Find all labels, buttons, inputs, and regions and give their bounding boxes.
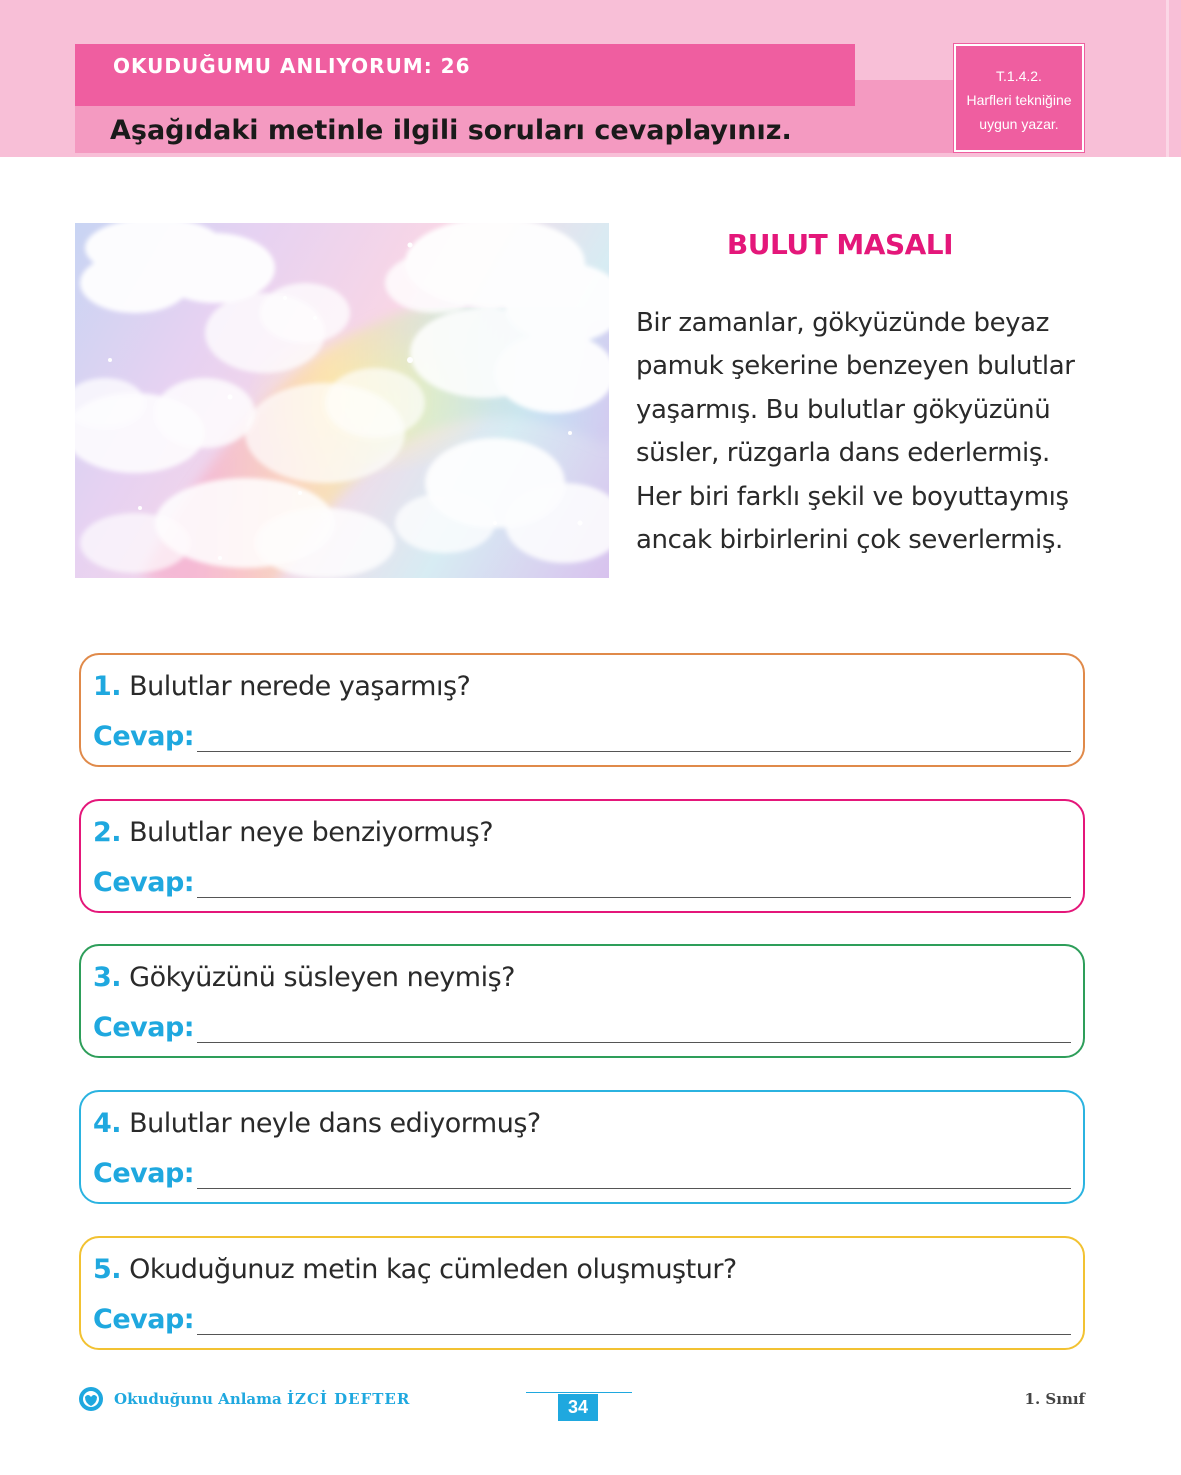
question-label: Bulutlar neyle dans ediyormuş? xyxy=(129,1108,541,1139)
question-text xyxy=(93,817,493,848)
question-text xyxy=(93,962,515,993)
answer-label: Cevap: xyxy=(93,721,195,752)
question-number: 3. xyxy=(93,962,122,993)
question-number: 1. xyxy=(93,671,122,702)
question-number: 2. xyxy=(93,817,122,848)
story-line: süsler, rüzgarla dans ederlermiş. xyxy=(636,438,1050,469)
question-box-1 xyxy=(79,653,1085,767)
question-label: Gökyüzünü süsleyen neymiş? xyxy=(129,962,515,993)
answer-line[interactable] xyxy=(197,1334,1071,1335)
story-title: BULUT MASALI xyxy=(726,228,954,261)
standard-line-1: Harfleri tekniğine xyxy=(966,92,1072,108)
story-line: yaşarmış. Bu bulutlar gökyüzünü xyxy=(636,394,1051,425)
instruction-text: Aşağıdaki metinle ilgili soruları cevaplayınız. xyxy=(110,115,792,146)
standard-box xyxy=(954,44,1084,152)
question-label: Okuduğunuz metin kaç cümleden oluşmuştur? xyxy=(129,1254,737,1285)
standard-line-2: uygun yazar. xyxy=(979,116,1059,132)
instruction-bar xyxy=(75,106,855,153)
brand-part-b: İZCİ DEFTER xyxy=(286,1390,411,1408)
question-number: 5. xyxy=(93,1254,122,1285)
brand-logo-icon xyxy=(78,1386,104,1412)
standard-code: T.1.4.2. xyxy=(996,68,1042,84)
answer-line[interactable] xyxy=(197,1188,1071,1189)
answer-line[interactable] xyxy=(197,897,1071,898)
question-box-4 xyxy=(79,1090,1085,1204)
story-text xyxy=(636,302,1106,562)
brand-part-a: Okuduğunu Anlama xyxy=(114,1390,282,1408)
question-text xyxy=(93,1254,737,1285)
answer-label: Cevap: xyxy=(93,867,195,898)
answer-label: Cevap: xyxy=(93,1304,195,1335)
answer-label: Cevap: xyxy=(93,1012,195,1043)
page-number-rule xyxy=(526,1392,632,1393)
rainbow-clouds-image xyxy=(75,223,609,578)
footer-brand xyxy=(114,1390,410,1408)
answer-label: Cevap: xyxy=(93,1158,195,1189)
grade-label: 1. Sınıf xyxy=(1024,1390,1085,1408)
story-line: pamuk şekerine benzeyen bulutlar xyxy=(636,351,1075,382)
answer-line[interactable] xyxy=(197,1042,1071,1043)
story-line: ancak birbirlerini çok severlermiş. xyxy=(636,525,1063,556)
answer-line[interactable] xyxy=(197,751,1071,752)
story-line: Her biri farklı şekil ve boyuttaymış xyxy=(636,481,1069,512)
question-label: Bulutlar neye benziyormuş? xyxy=(129,817,494,848)
title-bar xyxy=(75,44,855,106)
question-box-2 xyxy=(79,799,1085,913)
question-text xyxy=(93,1108,541,1139)
page-title: OKUDUĞUMU ANLIYORUM: 26 xyxy=(113,54,471,78)
header-edge xyxy=(1166,0,1169,157)
page-number: 34 xyxy=(558,1394,598,1421)
question-box-3 xyxy=(79,944,1085,1058)
question-label: Bulutlar nerede yaşarmış? xyxy=(129,671,471,702)
question-number: 4. xyxy=(93,1108,122,1139)
question-box-5 xyxy=(79,1236,1085,1350)
story-line: Bir zamanlar, gökyüzünde beyaz xyxy=(636,308,1049,338)
instruction-bar-extension xyxy=(855,80,955,153)
question-text xyxy=(93,671,470,702)
